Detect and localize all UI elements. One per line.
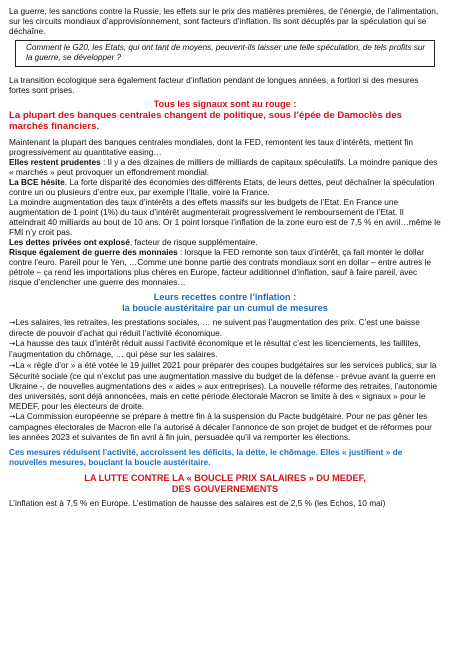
central-banks-paragraph: Maintenant la plupart des banques centrales mondiales, dont la FED, remontent les taux d’intérêts, mettent fin progressivement au quantitative easing… bbox=[9, 136, 414, 157]
document-page bbox=[9, 6, 441, 508]
currency-war-paragraph bbox=[9, 247, 441, 287]
bullet-rates bbox=[9, 338, 441, 359]
recipes-heading bbox=[9, 292, 441, 314]
recipes-heading-line-2: la boucle austéritaire par un cumul de mesures bbox=[122, 303, 328, 314]
boxed-question-text: Comment le G20, les Etats, qui ont tant de moyens, peuvent-ils laisser une telle spéculation, de tels profits sur la guerre, se développer ? bbox=[26, 43, 426, 63]
bullet-rates-text: La hausse des taux d’intérêt réduit aussi l’activité économique et le résultat c’est les licenciements, les faillites, l’augmentation du chômage, … qui pèse sur les salaires. bbox=[9, 338, 421, 360]
struggle-heading-line-1: LA LUTTE CONTRE LA « BOUCLE PRIX SALAIRES » DU MEDEF, bbox=[84, 473, 366, 483]
banks-heading: La plupart des banques centrales changent de politique, sous l’épée de Damoclès des marchés financiers. bbox=[9, 110, 402, 133]
prudentes-paragraph bbox=[9, 157, 441, 177]
private-debt-paragraph bbox=[9, 237, 441, 247]
dettes-label: Les dettes privées ont explosé bbox=[9, 237, 130, 248]
bce-text: . La forte disparité des économies des différents Etats, de leurs dettes, peut déchaîner la spéculation contre un ou plusieurs d’entre eux, par exemple l’Italie, voire la France. bbox=[9, 176, 435, 197]
bullet-golden-rule bbox=[9, 360, 441, 411]
struggle-heading bbox=[9, 473, 441, 495]
arrow-right-icon: → bbox=[9, 318, 16, 328]
arrow-right-icon: → bbox=[9, 339, 16, 349]
conclusion-blue: Ces mesures réduisent l’activité, accroissent les déficits, la dette, le chômage. Elles « justifient » de nouvelles mesures, bouclant la boucle austéritaire. bbox=[9, 446, 403, 467]
boxed-question bbox=[15, 40, 435, 67]
final-paragraph: L’inflation est à 7,5 % en Europe. L’estimation de hausse des salaires est de 2,5 % (les Echos, 10 mai) bbox=[9, 498, 386, 508]
arrow-right-icon: → bbox=[9, 360, 16, 370]
bullet-commission-text: La Commission européenne se prépare à mettre fin à la suspension du Pacte budgétaire. Pour ne pas gêner les campagnes électorales de Macron elle l’a autorisé à décaler l’annonce de son projet de budget et de réformes pour les années 2023 et suivantes de fin avril à fin juin, persuadée qu’il va remporter les élections. bbox=[9, 410, 432, 442]
struggle-heading-line-2: DES GOUVERNEMENTS bbox=[171, 484, 279, 494]
recipes-heading-line-1: Leurs recettes contre l’inflation : bbox=[153, 292, 297, 303]
dettes-text: , facteur de risque supplémentaire. bbox=[129, 237, 258, 248]
bullet-wages-text: Les salaires, les retraites, les prestations sociales, … ne suivent pas l’augmentation des prix. C’est une baisse directe de pouvoir d’achat qui réduit l’activité économique. bbox=[9, 317, 420, 339]
risque-label: Risque également de guerre des monnaies bbox=[9, 247, 178, 258]
bullet-commission bbox=[9, 411, 441, 442]
transition-paragraph: La transition écologique sera également facteur d’inflation pendant de longues années, a fortiori si des mesures fortes sont prises. bbox=[9, 75, 419, 96]
prudentes-label: Elles restent prudentes bbox=[9, 156, 101, 167]
bullet-golden-rule-text: La « règle d’or » a été votée le 19 juillet 2021 pour préparer des coupes budgétaires sur les services publics, sur la Sécurité sociale (ce qui n’exclut pas une augmentation massive du budget de la défense - prévue avant la guerre en Ukraine -, de nouvelles augmentations des « aides » aux entreprises). La nouvelle réforme des retraites, l’autonomie des universités, sont déjà annoncées, mais en cette période électorale Macron se limite à des « signaux » pour le MEDEF, pour les électeurs de droite. bbox=[9, 359, 437, 411]
prudentes-text: : Il y a des dizaines de milliers de milliards de capitaux spéculatifs. La moindre panique des « marchés » peut provoquer un effondrement mondial. bbox=[9, 156, 438, 177]
bullet-wages bbox=[9, 317, 441, 338]
bce-label: La BCE hésite bbox=[9, 176, 65, 187]
bce-paragraph bbox=[9, 177, 441, 197]
risque-text: : lorsque la FED remonte son taux d’intérêt, ça fait monter le dollar contre l’euro. Pareil pour le Yen, …Comme une bonne partie des contrats mondiaux sont en dollar – entre autres le pétrole – ça rend les importations plus chères en Europe, facteur additionnel d’inflation, sauf à faire pareil, avec risque d’enclencher une guerre des monnaies… bbox=[9, 247, 432, 288]
interest-rates-paragraph: La moindre augmentation des taux d’intérêts a des effets massifs sur les budgets de l’Etat. En France une augmentation de 1 point (1%) du taux d’intérêt augmenterait progressivement le remboursement de l’Etat. Il atteindrait 40 milliards au bout de 10 ans. Or 1 point lorsque l’inflation de la zone euro est de 7,5 % en avril…même le FMI n’y croit pas. bbox=[9, 196, 441, 238]
signals-heading: Tous les signaux sont au rouge : bbox=[153, 99, 297, 110]
arrow-right-icon: → bbox=[9, 411, 16, 421]
intro-paragraph: La guerre, les sanctions contre la Russie, les effets sur le prix des matières premières, de l’énergie, de l’alimentation, sur les circuits mondiaux d’approvisionnement, sont facteurs d’inflation. Ils sont décuplés par la spéculation qui se déchaîne. bbox=[9, 6, 439, 37]
